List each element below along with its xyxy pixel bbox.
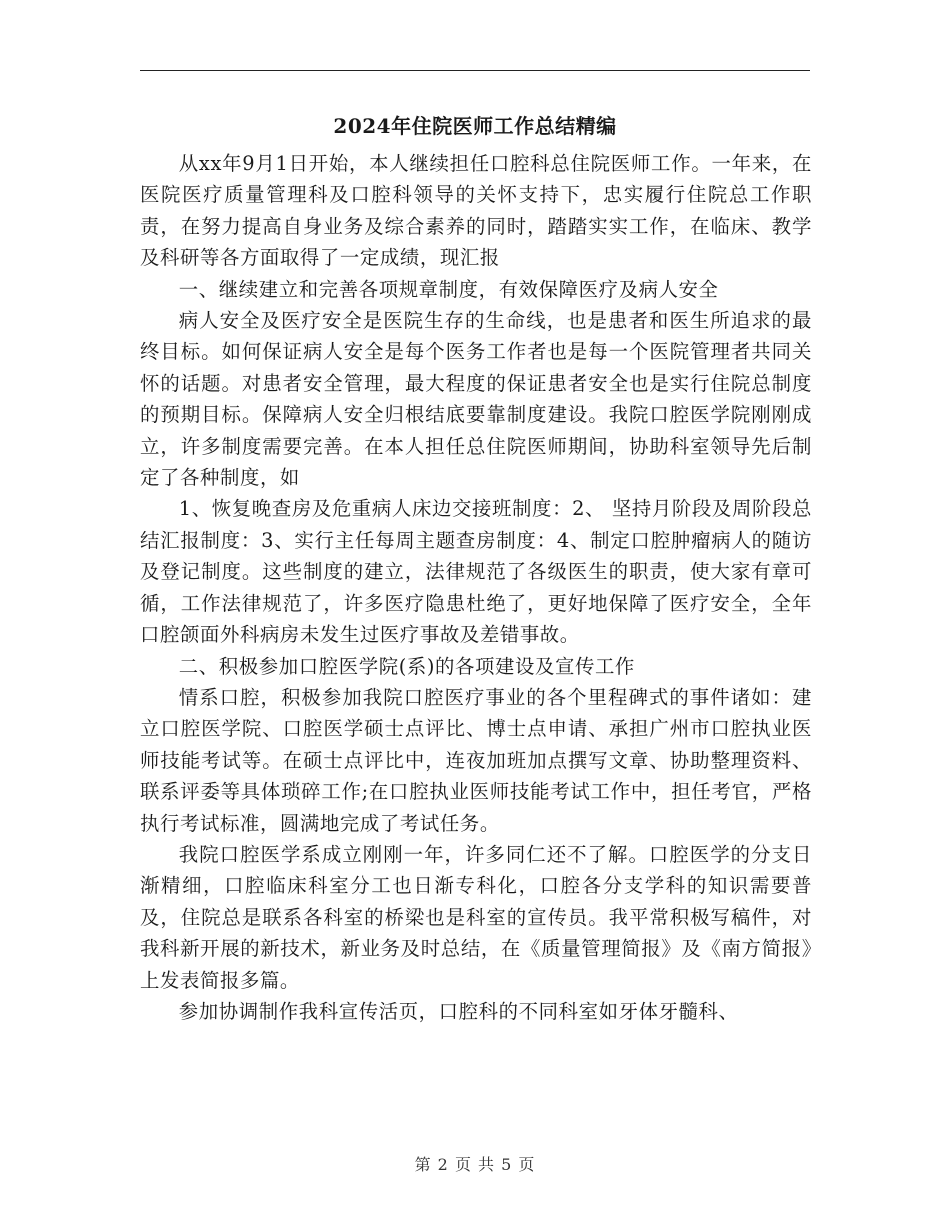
header-rule [140,70,810,71]
paragraph-rules-list: 1、恢复晚查房及危重病人床边交接班制度：2、 坚持月阶段及周阶段总结汇报制度：3、实行主任每周主题查房制度：4、制定口腔肿瘤病人的随访及登记制度。这些制度的建立，法律规范了各级医生的职责，使大家有章可循，工作法律规范了，许多医疗隐患杜绝了，更好地保障了医疗安全，全年口腔颌面外科病房未发生过医疗事故及差错事故。 [140,497,812,647]
section-heading-2: 二、积极参加口腔医学院(系)的各项建设及宣传工作 [178,654,635,678]
paragraph-safety: 病人安全及医疗安全是医院生存的生命线，也是患者和医生所追求的最终目标。如何保证病人安全是每个医务工作者也是每一个医院管理者共同关怀的话题。对患者安全管理，最大程度的保证患者安全也是实行住院总制度的预期目标。保障病人安全归根结底要靠制度建设。我院口腔医学院刚刚成立，许多制度需要完善。在本人担任总住院医师期间，协助科室领导先后制定了各种制度，如 [140,309,812,490]
document-title: 2024年住院医师工作总结精编 [333,114,617,138]
section-heading-1: 一、继续建立和完善各项规章制度，有效保障医疗及病人安全 [178,277,719,301]
paragraph-intro: 从xx年9月1日开始，本人继续担任口腔科总住院医师工作。一年来，在医院医疗质量管理科及口腔科领导的关怀支持下，忠实履行住院总工作职责，在努力提高自身业务及综合素养的同时，踏踏实实工作，在临床、教学及科研等各方面取得了一定成绩，现汇报 [140,152,812,270]
paragraph-leaflet: 参加协调制作我科宣传活页，口腔科的不同科室如牙体牙髓科、 [178,999,739,1023]
paragraph-milestones: 情系口腔，积极参加我院口腔医疗事业的各个里程碑式的事件诸如：建立口腔医学院、口腔医学硕士点评比、博士点申请、承担广州市口腔执业医师技能考试等。在硕士点评比中，连夜加班加点撰写文章、协助整理资料、联系评委等具体琐碎工作;在口腔执业医师技能考试工作中，担任考官，严格执行考试标准，圆满地完成了考试任务。 [140,685,812,835]
paragraph-publicity: 我院口腔医学系成立刚刚一年，许多同仁还不了解。口腔医学的分支日渐精细，口腔临床科室分工也日渐专科化，口腔各分支学科的知识需要普及，住院总是联系各科室的桥梁也是科室的宣传员。我平常积极写稿件，对我科新开展的新技术，新业务及时总结，在《质量管理简报》及《南方简报》上发表简报多篇。 [140,842,812,992]
document-body [140,148,812,1027]
page-number-footer: 第 2 页 共 5 页 [414,1155,536,1174]
